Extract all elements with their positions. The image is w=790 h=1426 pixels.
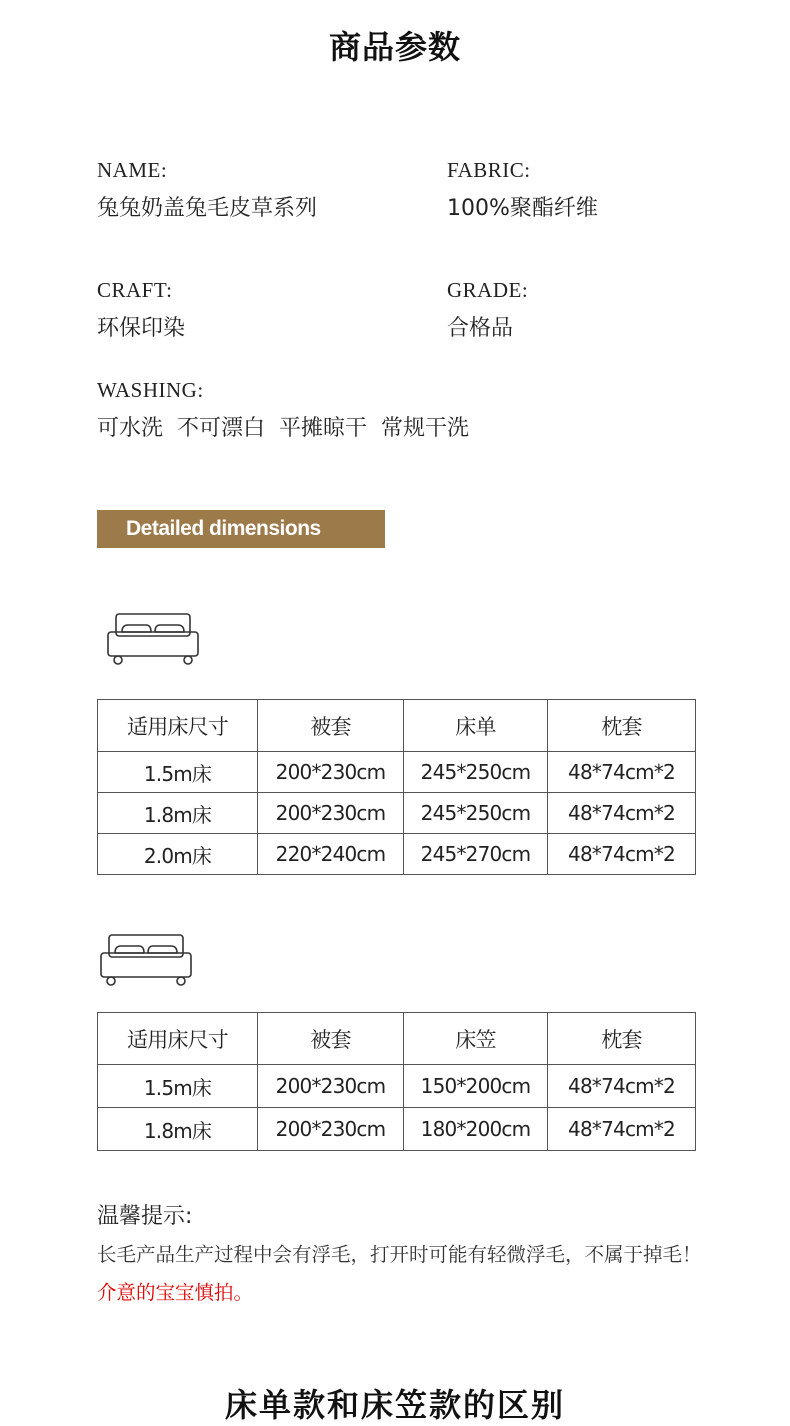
- table-cell: 245*270cm: [404, 834, 548, 875]
- table-cell: 48*74cm*2: [548, 752, 696, 793]
- param-name-label: NAME:: [97, 158, 168, 182]
- param-fabric-value: 100%聚酯纤维: [447, 196, 598, 221]
- table-row: [98, 834, 696, 875]
- bed-icon: [99, 933, 193, 987]
- param-grade: [447, 276, 528, 344]
- param-grade-label: GRADE:: [447, 278, 529, 302]
- table-cell: 200*230cm: [258, 752, 404, 793]
- size-table-flat-sheet: [97, 699, 696, 875]
- param-craft-value: 环保印染: [97, 316, 186, 341]
- table-row: [98, 1065, 696, 1108]
- param-washing: [97, 376, 469, 444]
- header-cell: 枕套: [548, 700, 696, 752]
- table-cell: 245*250cm: [404, 752, 548, 793]
- table-cell: 200*230cm: [258, 1108, 404, 1151]
- param-grade-value: 合格品: [447, 316, 514, 341]
- param-fabric: [447, 156, 598, 224]
- notice-warning: 介意的宝宝慎拍。: [97, 1281, 254, 1304]
- table-cell: 180*200cm: [404, 1108, 548, 1151]
- param-washing-label: WASHING:: [97, 378, 204, 402]
- header-cell: 适用床尺寸: [98, 700, 258, 752]
- param-name-value: 兔兔奶盖兔毛皮草系列: [97, 196, 318, 221]
- notice-text: 长毛产品生产过程中会有浮毛，打开时可能有轻微浮毛，不属于掉毛！: [97, 1243, 702, 1266]
- table-cell: 1.8m床: [98, 1108, 258, 1151]
- param-fabric-label: FABRIC:: [447, 158, 531, 182]
- table-cell: 1.5m床: [98, 752, 258, 793]
- header-cell: 被套: [258, 1013, 404, 1065]
- notice-body: [97, 1236, 707, 1312]
- table-row: [98, 1108, 696, 1151]
- notice-title: 温馨提示:: [97, 1204, 193, 1229]
- header-cell: 床笠: [404, 1013, 548, 1065]
- table-cell: 1.8m床: [98, 793, 258, 834]
- table-header-row: [98, 1013, 696, 1065]
- table-header-row: [98, 700, 696, 752]
- table-cell: 220*240cm: [258, 834, 404, 875]
- table-cell: 48*74cm*2: [548, 1065, 696, 1108]
- header-cell: 适用床尺寸: [98, 1013, 258, 1065]
- bed-icon: [106, 612, 200, 666]
- table-cell: 48*74cm*2: [548, 1108, 696, 1151]
- next-section-title: 床单款和床笠款的区别: [224, 1386, 565, 1424]
- dimensions-banner: Detailed dimensions: [97, 510, 385, 548]
- table-cell: 2.0m床: [98, 834, 258, 875]
- table-cell: 150*200cm: [404, 1065, 548, 1108]
- param-washing-value: 可水洗 不可漂白 平摊晾干 常规干洗: [97, 416, 469, 441]
- table-cell: 48*74cm*2: [548, 834, 696, 875]
- table-row: [98, 752, 696, 793]
- table-cell: 200*230cm: [258, 1065, 404, 1108]
- size-table-fitted-sheet: [97, 1012, 696, 1151]
- page-title: 商品参数: [328, 28, 461, 66]
- header-cell: 床单: [404, 700, 548, 752]
- table-cell: 200*230cm: [258, 793, 404, 834]
- table-cell: 48*74cm*2: [548, 793, 696, 834]
- param-craft-label: CRAFT:: [97, 278, 173, 302]
- param-name: [97, 156, 317, 224]
- table-cell: 245*250cm: [404, 793, 548, 834]
- header-cell: 枕套: [548, 1013, 696, 1065]
- table-row: [98, 793, 696, 834]
- table-cell: 1.5m床: [98, 1065, 258, 1108]
- param-craft: [97, 276, 185, 344]
- header-cell: 被套: [258, 700, 404, 752]
